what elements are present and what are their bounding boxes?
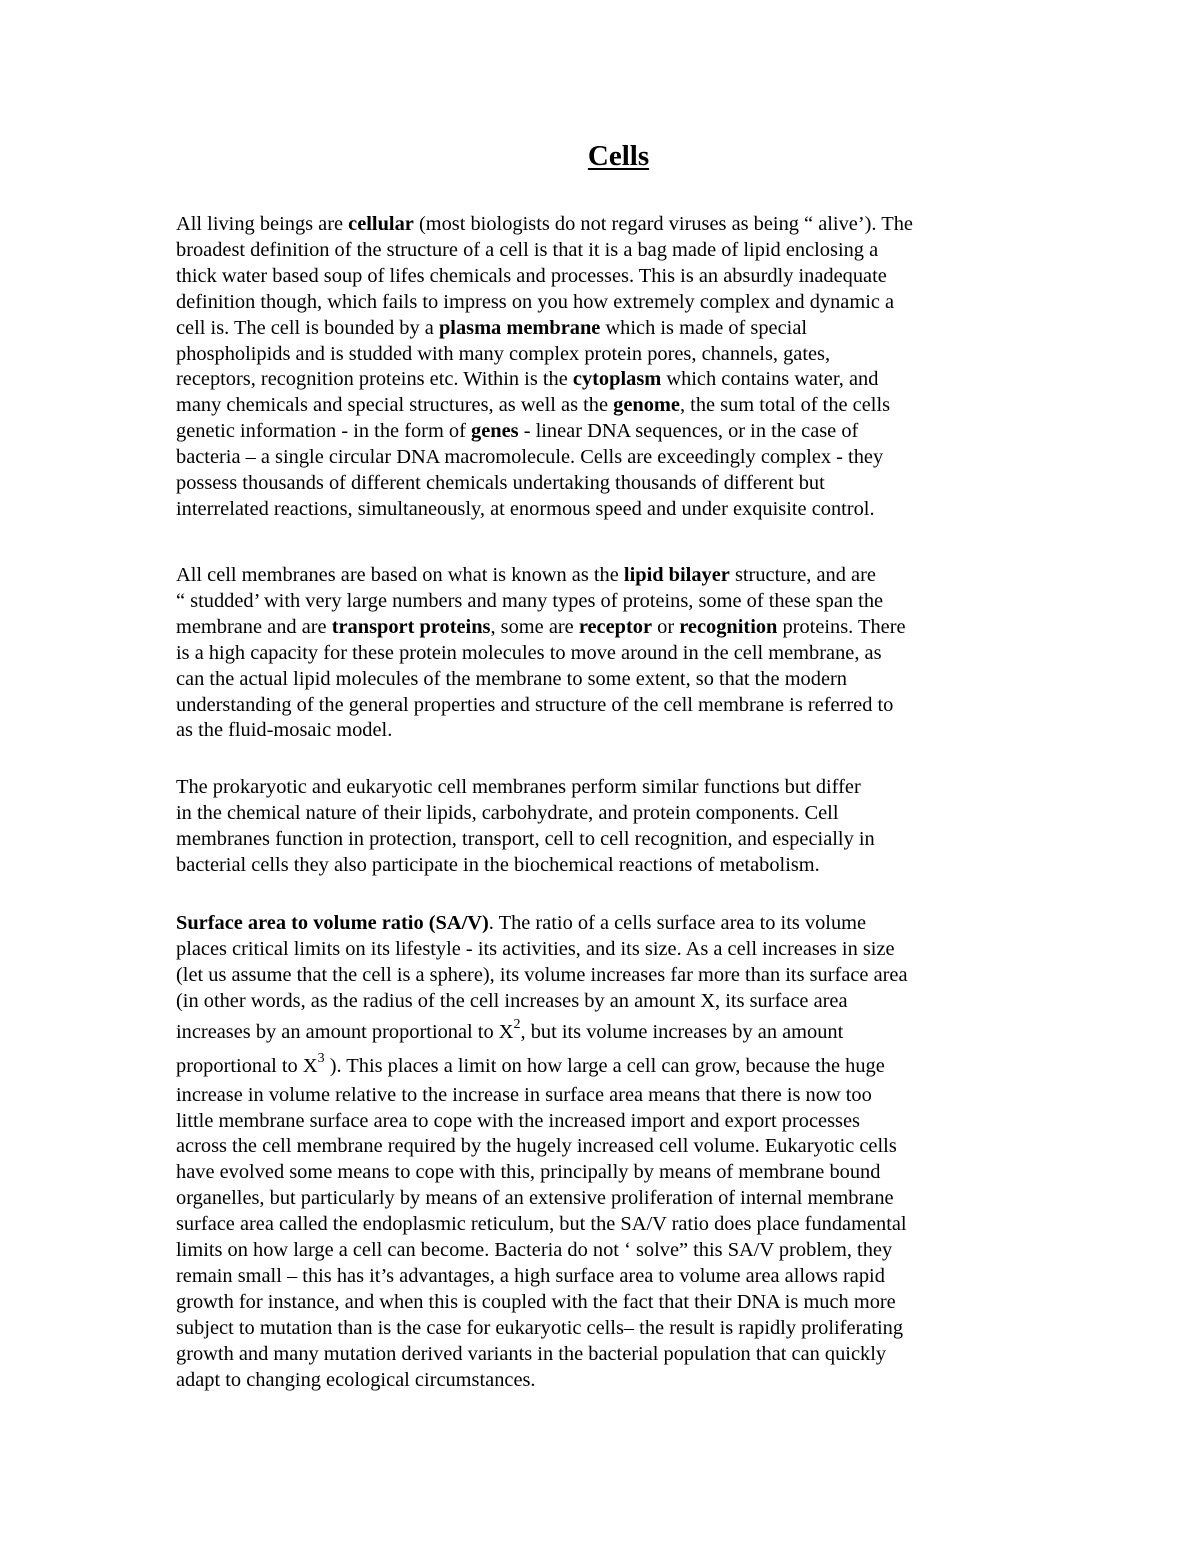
text-line: adapt to changing ecological circumstances.	[176, 1368, 536, 1391]
key-term: cytoplasm	[572, 368, 662, 391]
text-line: cell is. The cell is bounded by a plasma membrane which is made of special	[176, 316, 808, 339]
superscript: 3	[317, 1050, 325, 1066]
text-line: proportional to $X^3$ ). This places a limit on how large a cell can grow, because the huge	[176, 1050, 885, 1077]
key-term: cellular	[348, 213, 414, 235]
key-term: receptor	[578, 615, 653, 638]
text-line: remain small – this has it’s advantages, a high surface area to volume area allows rapid	[176, 1264, 885, 1287]
key-term: genome	[613, 394, 680, 417]
text-line: have evolved some means to cope with this, principally by means of membrane bound	[176, 1161, 881, 1184]
text-line: is a high capacity for these protein molecules to move around in the cell membrane, as	[176, 641, 882, 664]
text-line: “ studded’ with very large numbers and many types of proteins, some of these span the	[176, 589, 884, 612]
key-term: genes	[471, 420, 519, 443]
text-line: The prokaryotic and eukaryotic cell membranes perform similar functions but differ	[176, 776, 861, 798]
superscript: 2	[513, 1016, 521, 1032]
key-term: plasma membrane	[438, 316, 601, 339]
text-line: places critical limits on its lifestyle - its activities, and its size. As a cell increases in size	[176, 937, 895, 960]
text-line: genetic information - in the form of genes - linear DNA sequences, or in the case of	[176, 420, 859, 443]
text-line: growth and many mutation derived variants in the bacterial population that can quickly	[176, 1342, 887, 1365]
text-line: increases by an amount proportional to $X^2$, but its volume increases by an amount	[176, 1016, 844, 1043]
text-line: across the cell membrane required by the hugely increased cell volume. Eukaryotic cells	[176, 1135, 897, 1158]
text-line: understanding of the general properties and structure of the cell membrane is referred to	[176, 693, 894, 716]
text-line: organelles, but particularly by means of an extensive proliferation of internal membrane	[176, 1187, 894, 1210]
text-line: many chemicals and special structures, as well as the genome, the sum total of the cells	[176, 394, 891, 417]
paragraph-prokaryotic	[176, 775, 1036, 879]
text-line: All cell membranes are based on what is known as the lipid bilayer structure, and are	[176, 564, 876, 586]
text-line: bacterial cells they also participate in the biochemical reactions of metabolism.	[176, 853, 820, 876]
page-title: Cells	[587, 140, 650, 172]
text-line: little membrane surface area to cope with the increased import and export processes	[176, 1109, 860, 1132]
text-line: surface area called the endoplasmic reticulum, but the SA/V ratio does place fundamental	[176, 1213, 907, 1236]
text-line: membranes function in protection, transport, cell to cell recognition, and especially in	[176, 827, 875, 850]
text-line: receptors, recognition proteins etc. Within is the cytoplasm which contains water, and	[176, 368, 879, 391]
text-line: as the fluid-mosaic model.	[176, 719, 393, 742]
key-term: transport proteins	[331, 615, 491, 638]
text-line: bacteria – a single circular DNA macromolecule. Cells are exceedingly complex - they	[176, 446, 884, 469]
text-line: growth for instance, and when this is coupled with the fact that their DNA is much more	[176, 1290, 896, 1313]
section-heading: Surface area to volume ratio (SA/V)	[176, 912, 489, 934]
paragraph-intro	[176, 212, 1036, 523]
text-line: broadest definition of the structure of a cell is that it is a bag made of lipid enclosing a	[176, 238, 879, 261]
text-line: Surface area to volume ratio (SA/V). The ratio of a cells surface area to its volume	[176, 912, 867, 934]
text-line: membrane and are transport proteins, some are receptor or recognition proteins. There	[176, 615, 906, 638]
paragraph-membranes	[176, 563, 1036, 744]
text-line: (let us assume that the cell is a sphere), its volume increases far more than its surface area	[176, 963, 908, 986]
text-line: possess thousands of different chemicals undertaking thousands of different but	[176, 472, 825, 495]
text-line: All living beings are cellular (most biologists do not regard viruses as being “ alive’). The	[176, 213, 913, 235]
key-term: recognition	[679, 615, 778, 638]
text-line: definition though, which fails to impress on you how extremely complex and dynamic a	[176, 290, 895, 313]
text-line: thick water based soup of lifes chemicals and processes. This is an absurdly inadequate	[176, 264, 887, 287]
text-line: in the chemical nature of their lipids, carbohydrate, and protein components. Cell	[176, 801, 839, 824]
text-line: (in other words, as the radius of the cell increases by an amount X, its surface area	[176, 989, 848, 1012]
text-line: phospholipids and is studded with many complex protein pores, channels, gates,	[176, 342, 831, 365]
paragraph-sa-v-ratio	[176, 911, 1036, 1394]
text-line: increase in volume relative to the increase in surface area means that there is now too	[176, 1083, 872, 1106]
text-line: can the actual lipid molecules of the membrane to some extent, so that the modern	[176, 667, 847, 690]
key-term: lipid bilayer	[623, 564, 730, 586]
text-line: subject to mutation than is the case for eukaryotic cells– the result is rapidly proliferating	[176, 1316, 904, 1339]
text-line: interrelated reactions, simultaneously, at enormous speed and under exquisite control.	[176, 497, 875, 520]
text-line: limits on how large a cell can become. Bacteria do not ‘ solve” this SA/V problem, they	[176, 1239, 893, 1262]
